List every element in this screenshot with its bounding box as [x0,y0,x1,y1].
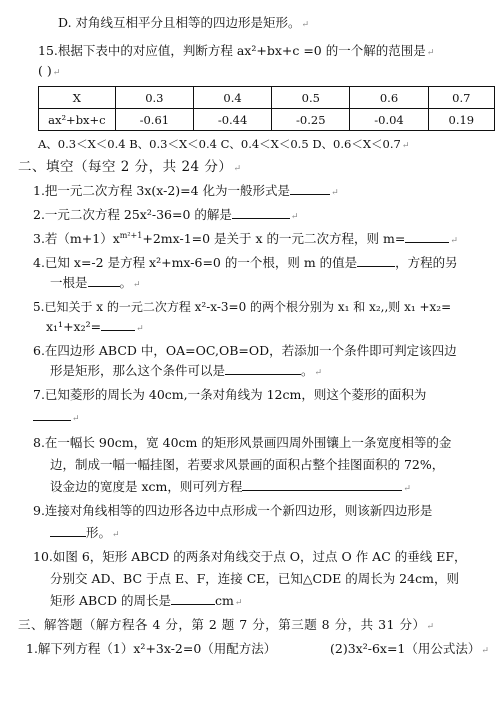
table-cell: 0.19 [428,109,494,131]
fill-q4-line2: 一根是 。↵ [50,275,141,290]
fill-q6-line1: 6.在四边形 ABCD 中，OA=OC,OB=OD，若添加一个条件即可判定该四边 [33,343,457,358]
section3-title: 三、解答题（解方程各 4 分，第 2 题 7 分，第三题 8 分，共 31 分）↵ [18,617,435,632]
values-table [38,86,495,131]
solve-q1-left: 1.解下列方程（1）x²+3x-2=0（用配方法） [26,641,277,656]
table-cell: 0.3 [115,87,193,109]
fill-q7-line2: ↵ [33,408,80,428]
answer-blank[interactable] [405,230,449,243]
table-cell: ax²+bx+c [39,109,116,131]
q15-line1: 15.根据下表中的对应值，判断方程 ax²+bx+c =0 的一个解的范围是↵ [38,43,435,58]
answer-blank[interactable] [33,408,71,421]
solve-q1-right: (2)3x²-6x=1（用公式法）↵ [330,641,489,656]
table-row [39,109,495,131]
table-cell: -0.61 [115,109,193,131]
table-cell: X [39,87,116,109]
fill-q2: 2.一元二次方程 25x²-36=0 的解是 ↵ [33,207,299,222]
fill-q5-line1: 5.已知关于 x 的一元二次方程 x²-x-3=0 的两个根分别为 x₁ 和 x₂,,则 x₁ +x₂= [33,300,452,314]
fill-q9-line2: 形。↵ [50,524,120,544]
table-cell: 0.6 [350,87,428,109]
table-cell: -0.25 [272,109,350,131]
answer-blank[interactable] [50,524,86,537]
fill-q6-line2: 形是矩形，那么这个条件可以是 。↵ [50,363,323,378]
answer-blank[interactable] [225,362,301,375]
fill-q8-line1: 8.在一幅长 90cm，宽 40cm 的矩形风景画四周外围镶上一条宽度相等的金 [33,435,452,450]
answer-blank[interactable] [290,182,330,195]
fill-q9-line1: 9.连接对角线相等的四边形各边中点形成一个新四边形，则该新四边形是 [33,503,433,518]
table-cell: 0.5 [272,87,350,109]
answer-blank[interactable] [88,274,120,287]
fill-q8-line3: 设金边的宽度是 xcm，则可列方程 ↵ [50,479,411,494]
answer-blank[interactable] [101,318,135,331]
answer-blank[interactable] [242,478,402,491]
answer-blank[interactable] [357,254,395,267]
fill-q1: 1.把一元二次方程 3x(x-2)=4 化为一般形式是 ↵ [33,183,339,198]
fill-q8-line2: 边，制成一幅一幅挂图，若要求风景画的面积占整个挂图面积的 72%， [50,457,445,472]
fill-q3: 3.若$(m+1)x^{m^2+1}+2mx-1=0$ 是关于 x 的一元二次方程，则 m= ↵ [33,230,458,246]
fill-q10-line3: 矩形 ABCD 的周长是 cm↵ [50,593,243,608]
q15-line2: ( )↵ [38,63,61,78]
fill-q7-line1: 7.已知菱形的周长为 40cm,一条对角线为 12cm，则这个菱形的面积为 [33,387,427,402]
table-cell: -0.04 [350,109,428,131]
fill-q10-line2: 分别交 AD、BC 于点 E、F，连接 CE，已知△CDE 的周长为 24cm，则 [50,571,459,586]
section2-title: 二、填空（每空 2 分，共 24 分）↵ [18,159,242,175]
fill-q5-line2: x₁¹+x₂²= ↵ [46,319,144,334]
table-cell: 0.4 [193,87,271,109]
fill-q4-line1: 4.已知 x=-2 是方程 x²+mx-6=0 的一个根，则 m 的值是 ，方程的另 [33,255,458,270]
q15-options: A、0.3＜X＜0.4 B、0.3＜X＜0.4 C、0.4＜X＜0.5 D、0.6＜X＜0.7↵ [38,137,410,151]
table-row [39,87,495,109]
answer-blank[interactable] [171,592,215,605]
table-cell: 0.7 [428,87,494,109]
answer-blank[interactable] [232,206,290,219]
fill-q10-line1: 10.如图 6，矩形 ABCD 的两条对角线交于点 O，过点 O 作 AC 的垂线 EF， [33,549,467,564]
q-d-text: D. 对角线互相平分且相等的四边形是矩形。↵ [58,15,310,30]
table-cell: -0.44 [193,109,271,131]
